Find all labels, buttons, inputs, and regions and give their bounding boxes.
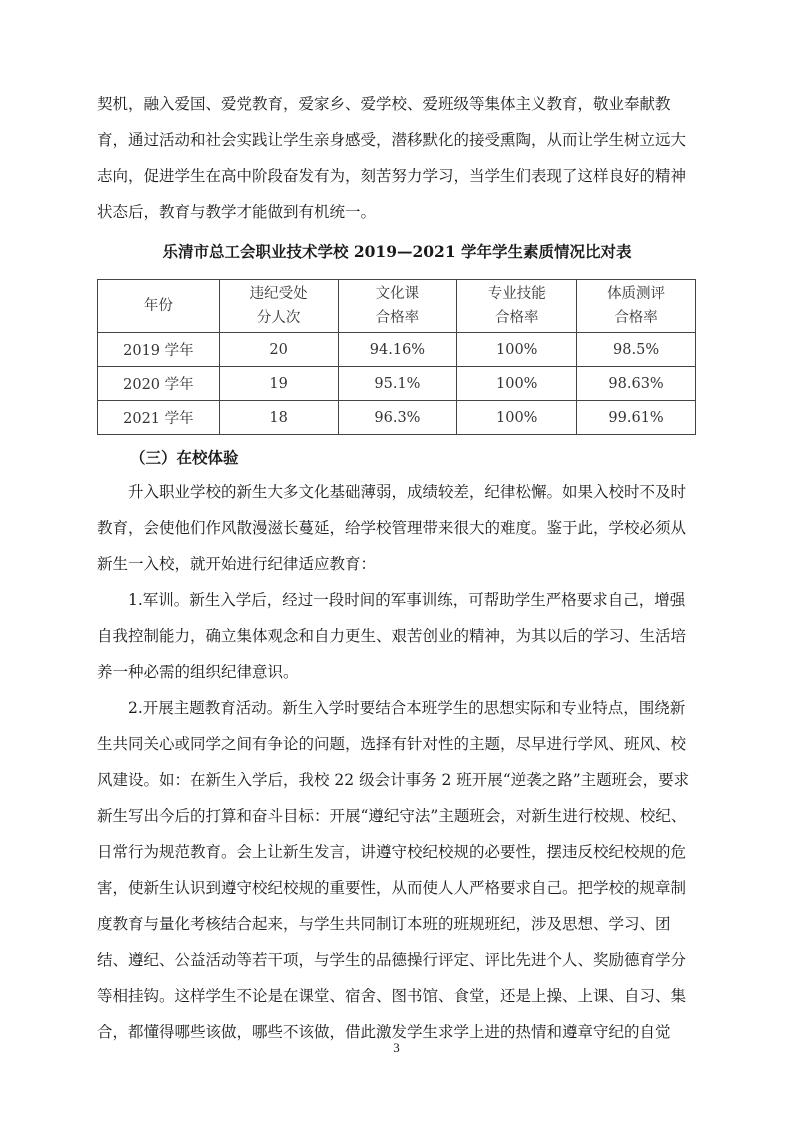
table-cell: 100% [457,367,577,401]
table-cell: 20 [219,333,338,367]
table-caption: 乐清市总工会职业技术学校 2019—2021 学年学生素质情况比对表 [162,242,632,261]
page-number: 3 [393,1040,400,1055]
table-row [98,401,696,435]
header-discipline [219,280,338,333]
table-cell: 2020 学年 [98,367,220,401]
paragraph-intro: 契机，融入爱国、爱党教育，爱家乡、爱学校、爱班级等集体主义教育，敬业奉献教育，通过活动和社会实践让学生亲身感受，潜移默化的接受熏陶，从而让学生树立远大志向，促进学生在高中阶段奋发有为，刻苦努力学习，当学生们表现了这样良好的精神状态后，教育与教学才能做到有机统一。 [97,95,687,221]
table-cell: 19 [219,367,338,401]
student-quality-table [97,279,696,435]
table-cell: 98.63% [577,367,696,401]
paragraph-military-training: 1.军训。新生入学后，经过一段时间的军事训练，可帮助学生严格要求自己，增强自我控制能力，确立集体观念和自力更生、艰苦创业的精神，为其以后的学习、生活培养一种必需的组织纪律意识。 [97,591,687,681]
paragraph-new-students: 升入职业学校的新生大多文化基础薄弱，成绩较差，纪律松懈。如果入校时不及时教育，会使他们作风散漫滋长蔓延，给学校管理带来很大的难度。鉴于此，学校必须从新生一入校，就开始进行纪律适应教育： [97,483,687,573]
header-fitness [577,280,696,333]
table-cell: 2021 学年 [98,401,220,435]
header-culture [338,280,457,333]
table-cell: 96.3% [338,401,457,435]
table-row [98,367,696,401]
header-skill-line1: 专业技能 [487,286,546,302]
header-fitness-line1: 体质测评 [607,286,666,302]
header-year-label: 年份 [143,298,173,314]
header-skill [457,280,577,333]
section-heading: （三）在校体验 [130,448,239,467]
header-culture-line2: 合格率 [375,310,420,326]
table-cell: 98.5% [577,333,696,367]
table-cell: 95.1% [338,367,457,401]
header-skill-line2: 合格率 [494,310,539,326]
header-fitness-line2: 合格率 [614,310,658,326]
table-cell: 100% [457,333,577,367]
table-row [98,333,696,367]
paragraph-theme-activities: 2.开展主题教育活动。新生入学时要结合本班学生的思想实际和专业特点，围绕新生共同关心或同学之间有争论的问题，选择有针对性的主题，尽早进行学风、班风、校风建设。如：在新生入学后，我校 22 级会计事务 2 班开展“逆袭之路”主题班会，要求新生写出今后的打算和奋斗目标：开展“遵纪守法”主题班会，对新生进行校规、校纪、日常行为规范教育。会上让新生发言，讲遵守校纪校规的必要性，摆违反校纪校规的危害，使新生认识到遵守校纪校规的重要性，从而使人人严格要求自己。把学校的规章制度教育与量化考核结合起来，与学生共同制订本班的班规班纪，涉及思想、学习、团结、遵纪、公益活动等若干项，与学生的品德操行评定、评比先进个人、奖励德育学分等相挂钩。这样学生不论是在课堂、宿舍、图书馆、食堂，还是上操、上课、自习、集合，都懂得哪些该做，哪些不该做，借此激发学生求学上进的热情和遵章守纪的自觉 [97,699,690,1041]
table-cell: 2019 学年 [98,333,220,367]
header-discipline-line2: 分人次 [256,310,301,326]
table-header-row [98,280,696,333]
header-year [98,280,220,333]
table-cell: 94.16% [338,333,457,367]
table-cell: 100% [457,401,577,435]
table-cell: 18 [219,401,338,435]
header-discipline-line1: 违纪受处 [249,286,308,302]
header-culture-line1: 文化课 [375,286,420,302]
table-cell: 99.61% [577,401,696,435]
